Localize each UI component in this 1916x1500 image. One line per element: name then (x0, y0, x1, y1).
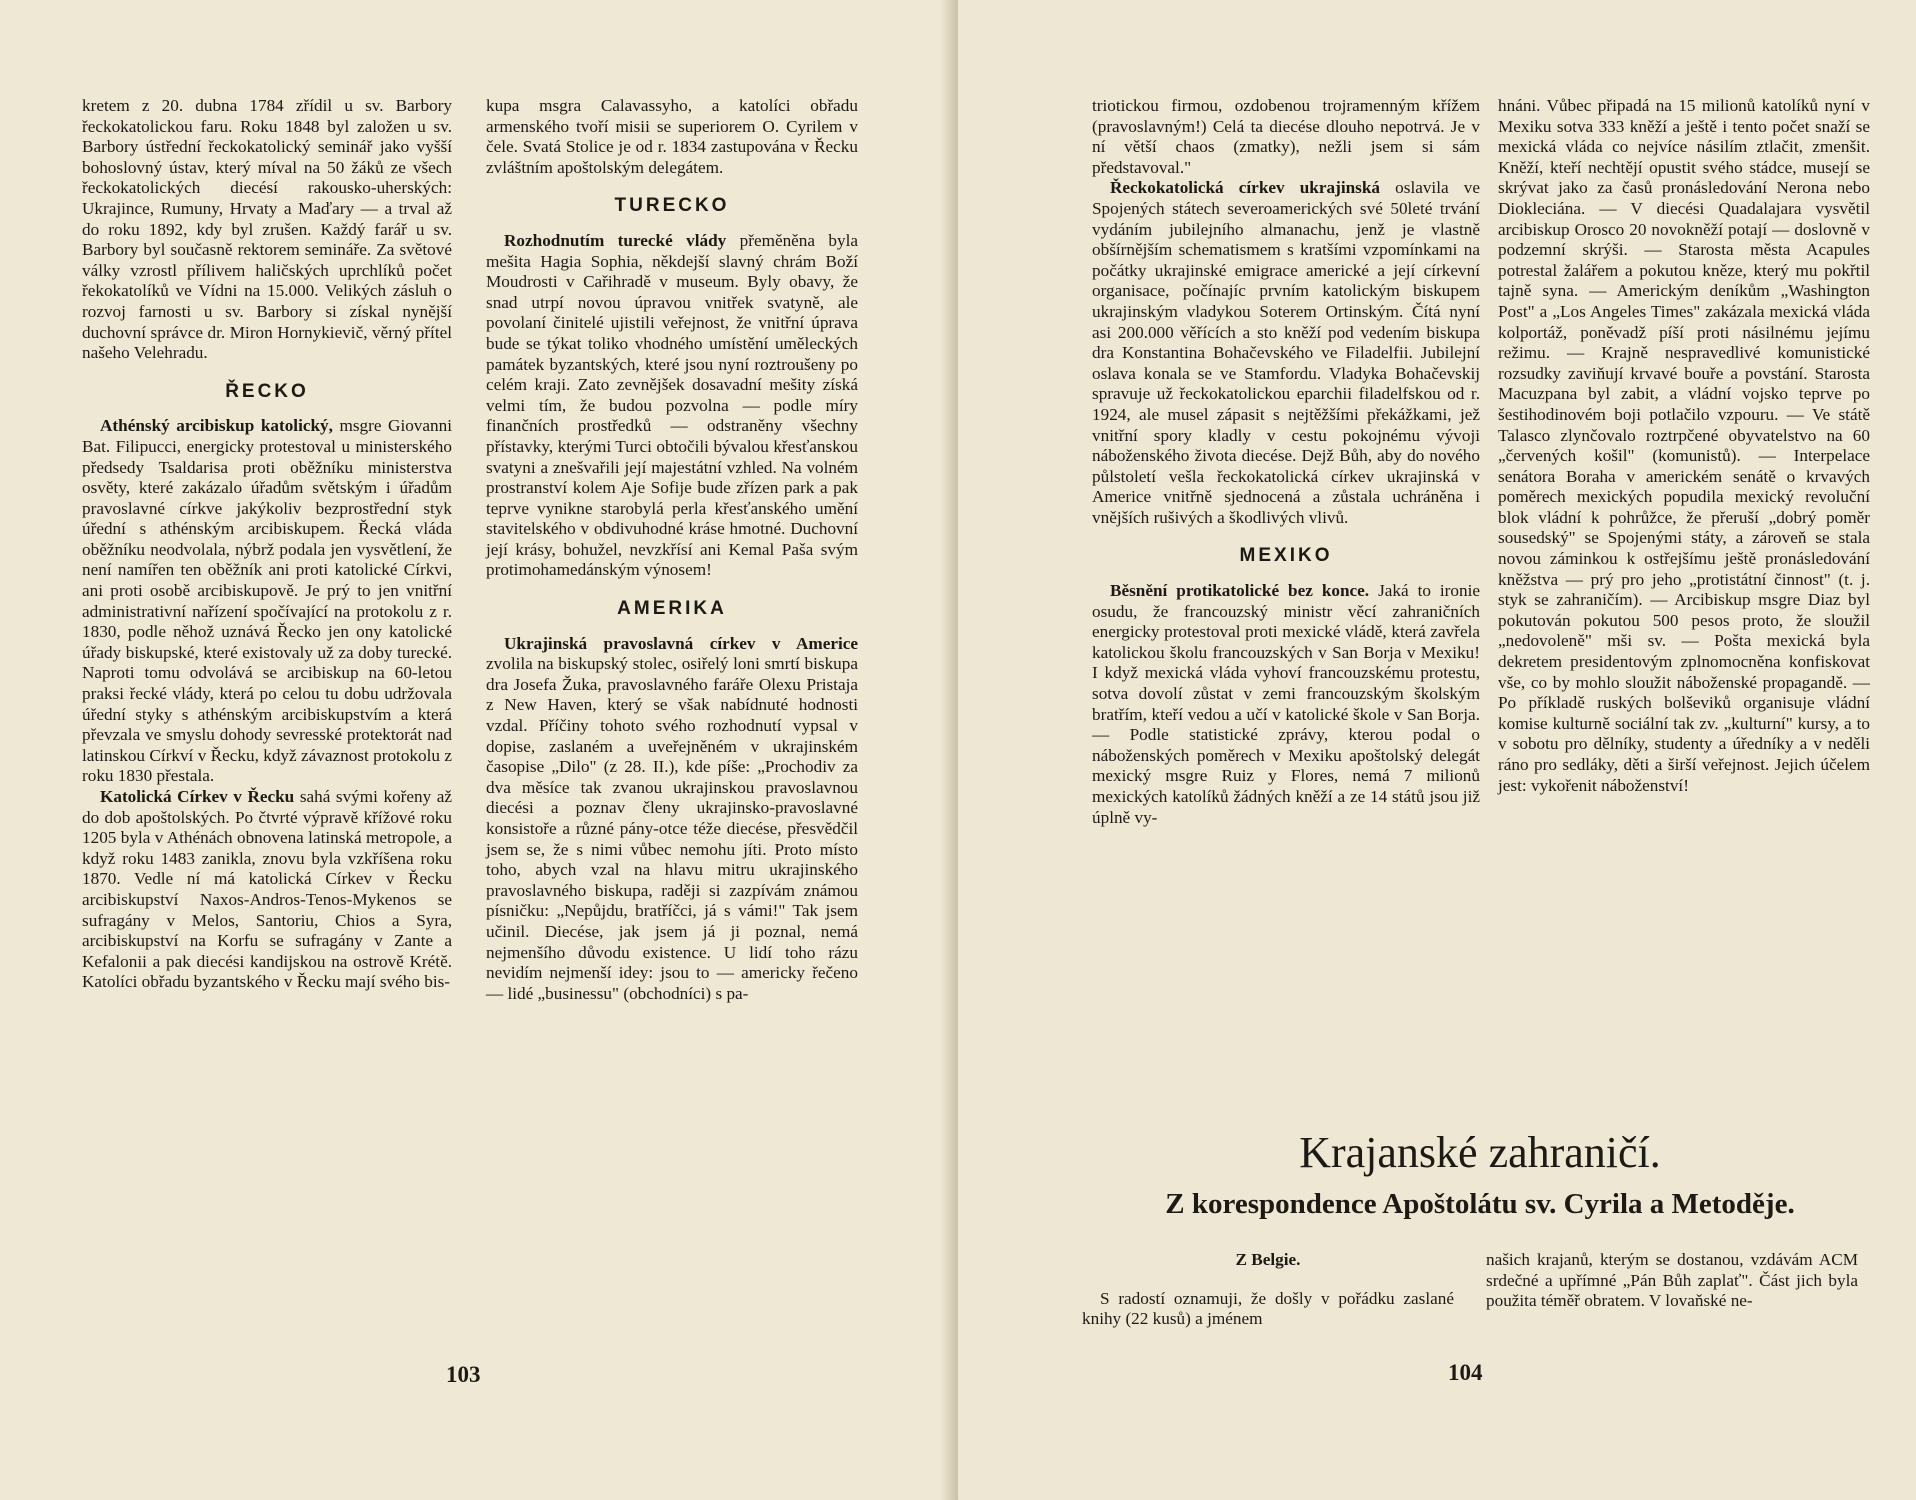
text-greek-catholic-ukrainian: oslavila ve Spojených státech severoamerických své 50leté trvání vydáním jubilejního almanachu, jenž je vlastně obšírnějším schematismem s kratšími vzpomínkami na počátky ukrajinské emigrace americké a její církevní organisace, počínajíc prvním katolickým biskupem ukrajinským vladykou Soterem Ortinským. Čítá nyní asi 200.000 věřících a sto kněží pod vedením biskupa dra Konstantina Bohačevského ve Filadelfii. Jubilejní oslava konala se ve Stamfordu. Vladyka Bohačevskij spravuje už řeckokatolickou eparchii filadelfskou od r. 1924, ale musel zápasit s nejtěžšími překážkami, jež vnitřní spory kladly v cestu pokojnému vývoji náboženského života diecése. Dejž Bůh, aby do nového půlstoletí vešla řeckokatolická církev ukrajinská v Americe vnitřně sjednocená a zůstala uchráněna i vnějších rušivých a škodlivých vlivů. (1092, 178, 1480, 527)
paragraph-ukrainian-orthodox (486, 634, 858, 1005)
article-subtitle: Z korespondence Apoštolátu sv. Cyrila a Metoděje. (1165, 1188, 1795, 1220)
lead-greek-catholic-ukrainian: Řeckokatolická církev ukrajinská (1110, 178, 1380, 198)
page-number-right: 104 (1448, 1360, 1483, 1385)
section-heading-belgium: Z Belgie. (1235, 1250, 1301, 1269)
page-number-left: 103 (446, 1362, 481, 1387)
right-page-column-1 (1092, 96, 1480, 828)
text-mexico: Jaká to ironie osudu, že francouzský ministr věcí zahraničních energicky protestoval proti mexické vládě, která zavřela katolickou školu francouzských v San Borja v Mexiku! I když mexická vláda vyhoví francouzskému protestu, sotva dovolí zůstat v zemi francouzským školským bratřím, kteří vedou a učí v katolické škole v San Borja. — Podle statistické zprávy, kterou podal o náboženských poměrech v Mexiku apoštolský delegát mexický msgre Ruiz y Flores, nemá 7 milionů mexických katolíků žádných kněží a ze 14 států jsou již úplně vy- (1092, 581, 1480, 827)
paragraph-greek-catholic-ukrainian (1092, 178, 1480, 528)
paragraph-mexico-continued: hnáni. Vůbec připadá na 15 milionů katolíků nyní v Mexiku sotva 333 kněží a ještě i tento počet snaží se mexická vláda co nejvíce násilím ztlačit, zmenšit. Kněží, kteří nechtějí opustit svého stádce, musejí se skrývat jako za časů pronásledování Nerona nebo Diokleciána. — V diecési Quadalajara vysvětil arcibiskup Orosco 20 novokněží potají — doslovně v podzemní skrýši. — Starosta města Acapules potrestal žalářem a pokutou kněze, který mu pokřtil tajně syna. — Americkým deníkům „Washington Post" a „Los Angeles Times" zakázala mexická vláda kolportáž, poněvadž píší proti násilnému jejímu režimu. — Krajně nespravedlivé komunistické rozsudky zaviňují krvavé bouře a povstání. Starosta Macuzpana byl zabit, a vládní vojsko teprve po šestihodinovém boji potlačilo vzpouru. — Ve státě Talasco zlynčovalo roztrpčené obyvatelstvo na 60 „červených košil" (komunistů). — Interpelace senátora Boraha v americkém senátě o krvavých poměrech mexických popudila mexický revoluční blok vládní k pohrůžce, že přeruší „dobrý poměr sousedský" se Spojenými státy, a zároveň se stala novou záminkou k ostřejšímu ještě pronásledování kněžstva — prý pro jeho „protistátní činnost" (t. j. styk se zahraničím). — Arcibiskup msgre Diaz byl pokutován pokutou 500 pesos proto, že sloužil „nedovoleně" mši sv. — Pošta mexická byla dekretem presidentovým zplnomocněna konfiskovat vše, co by mohlo sloužit náboženské propagandě. — Po příkladě ruských bolševiků organisuje vládní komise kulturně sociální tak zv. „kulturní" kursy, a to v sobotu pro dělníky, studenty a úředníky a v neděli ráno pro sedláky, děti a širší veřejnost. Jejich účelem jest: vykořenit náboženství! (1498, 96, 1870, 795)
left-page-column-2 (486, 96, 858, 1004)
section-heading-mexico: MEXIKO (1239, 545, 1333, 567)
article-column-1 (1082, 1250, 1454, 1330)
section-heading-america: AMERIKA (617, 598, 727, 620)
lead-athens: Athénský arcibiskup katolický, (100, 416, 333, 436)
lead-mexico: Běsnění protikatolické bez konce. (1110, 581, 1370, 601)
paragraph-hagia-sophia (486, 231, 858, 581)
article-title: Krajanské zahraničí. (1299, 1128, 1661, 1177)
paragraph-belgium-1: S radostí oznamuji, že došly v pořádku zaslané knihy (22 kusů) a jménem (1082, 1288, 1454, 1329)
paragraph-greece-continued: kupa msgra Calavassyho, a katolíci obřadu armenského tvoří misii se superiorem O. Cyrilem v čele. Svatá Stolice je od r. 1834 zastupována v Řecku zvláštním apoštolským delegátem. (486, 96, 858, 177)
text-hagia-sophia: přeměněna byla mešita Hagia Sophia, někdejší slavný chrám Boží Moudrosti v Cařihradě v museum. Byly obavy, že snad utrpí novou úpravou vnitřek svatyně, ale povolaní činitelé ujistili veřejnost, že vnitřní úprava bude se týkat toliko vhodného umístění uměleckých památek byzantských, které jsou nyní roztroušeny po celém kraji. Zato zevnějšek dosavadní mešity získá velmi tím, že budou pozvolna — podle míry finančních prostředků — odstraněny všechny přístavky, kterými Turci obtočili bývalou křesťanskou svatyni a znešvařili její majestátní vzhled. Na volném prostranství kolem Aje Sofije bude zřízen park a pak teprve vynikne starobylá perla křesťanského umění stavitelského v obdivuhodné kráse hmotné. Duchovní její krásy, bohužel, nevzkřísí ani Kemal Paša svým protimohamedánským výnosem! (486, 230, 858, 580)
article-column-2 (1486, 1250, 1858, 1312)
right-page-column-2 (1498, 96, 1870, 796)
paragraph-belgium-2: našich krajanů, kterým se dostanou, vzdávám ACM srdečné a upřímné „Pán Bůh zaplať". Část jich byla použita téměř obratem. V lovaňské ne- (1486, 1250, 1858, 1311)
left-page (0, 0, 955, 1500)
paragraph-mexico (1092, 581, 1480, 828)
left-page-column-1 (82, 96, 452, 993)
text-ukrainian-orthodox: zvolila na biskupský stolec, osiřelý loni smrtí biskupa dra Josefa Žuka, pravoslavného faráře Olexu Pristaja z New Haven, který se však nabídnuté hodnosti vzdal. Příčiny tohoto svého rozhodnutí vypsal v dopise, zaslaném a uveřejněném v ukrajinském časopise „Dilo" (z 28. II.), kde píše: „Prochodiv za dva měsíce tak zvanou ukrajinskou pravoslavnou diecési a poznav členy ukrajinsko-pravoslavné konsistoře a různé pány-otce téže diecése, přesvědčil jsem se, že s nimi vůbec nemohu jíti. Proto místo toho, abych vzal na hlavu mitru ukrajinského pravoslavného biskupa, raději si zazpívám známou písničku: „Nepůjdu, bratříčci, já s vámi!" Tak jsem učinil. Diecése, jak jsem já ji poznal, nemá nejmenšího důvodu existence. U lidí toho rázu nevidím nejmenší idey: jsou to — americky řečeno — lidé „businessu" (obchodníci) s pa- (486, 654, 858, 1003)
lead-catholic-church-greece: Katolická Církev v Řecku (100, 787, 295, 806)
lead-hagia-sophia: Rozhodnutím turecké vlády (504, 230, 727, 250)
text-athens: msgre Giovanni Bat. Filipucci, energicky protestoval u ministerského předsedy Tsaldarisa proti oběžníku ministerstva osvěty, které zakázalo úřadům světským i úřadům pravoslavné církve jakýkoliv bezprostřední styk úřední s athénským arcibiskupem. Řecká vláda oběžníku neodvolala, nýbrž podala jen vysvětlení, že není namířen ten oběžník ani proti katolické Církvi, ani proti osobě arcibiskupově. Je prý to jen vnitřní administrativní nařízení spočívající na protokolu z r. 1830, podle něhož uznává Řecko jen ony katolické úřady biskupské, které existovaly už za doby turecké. Naproti tomu odvolává se arcibiskup na 60-letou praksi řecké vlády, která po celou tu dobu udržovala úřední styky s athénským arcibiskupstvím a která převzala ve smyslu dohody sevresské protektorát nad latinskou Církví v Řecku, když závaznost protokolu z roku 1830 přestala. (82, 416, 452, 786)
text-catholic-church-greece: sahá svými kořeny až do dob apoštolských. Po čtvrté výpravě křížové roku 1205 byla v Athénách obnovena latinská metropole, a když roku 1483 zanikla, znovu byla vzkříšena roku 1870. Vedle ní má katolická Církev v Řecku arcibiskupství Naxos-Andros-Tenos-Mykenos se sufragány v Melos, Santoriu, Chios a Syra, arcibiskupství na Korfu se sufragány v Zante a Kefalonii a pak diecési kandijskou na ostrově Krétě. Katolíci obřadu byzantského v Řecku mají svého bis- (82, 787, 453, 992)
paragraph-orthodox-continued: triotickou firmou, ozdobenou trojramenným křížem (pravoslavným!) Celá ta diecése dlouho nepotrvá. Je v ní větší chaos (zmatky), nežli jsem si sám představoval." (1092, 96, 1480, 177)
lead-ukrainian-orthodox: Ukrajinská pravoslavná církev v Americe (504, 633, 858, 653)
section-heading-turkey: TURECKO (614, 195, 730, 217)
section-heading-greece: ŘECKO (225, 380, 309, 402)
paragraph-athens (82, 416, 452, 787)
paragraph-vienna: kretem z 20. dubna 1784 zřídil u sv. Barbory řeckokatolickou faru. Roku 1848 byl založen u sv. Barbory ústřední řeckokatolický seminář jako vyšší bohoslovný ústav, který míval na 50 žáků ze všech řeckokatolických diecésí rakousko-uherských: Ukrajince, Rumuny, Hrvaty a Maďary — a trval až do roku 1892, kdy byl zrušen. Každý farář u sv. Barbory byl současně rektorem semináře. Za světové války vzrostl přílivem haličských uprchlíků počet řekokatolíků ve Vídni na 15.000. Velikých zásluh o rozvoj farnosti u sv. Barbory si získal nynější duchovní správce dr. Miron Hornykievič, věrný přítel našeho Velehradu. (82, 96, 452, 363)
paragraph-catholic-church-greece (82, 787, 452, 993)
